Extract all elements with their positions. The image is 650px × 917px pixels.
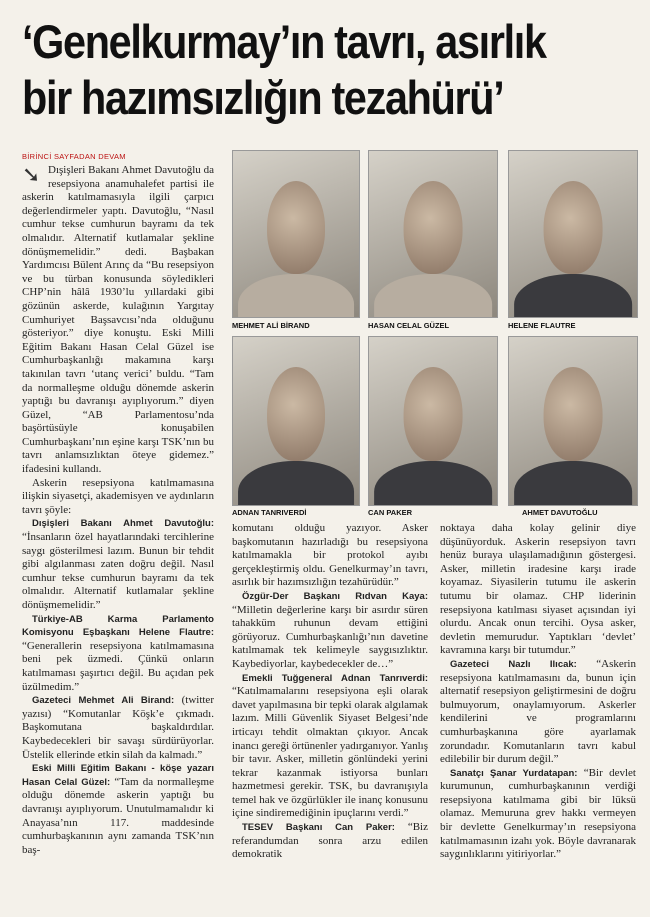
photo-adnan-tanriverdi — [232, 336, 360, 506]
paragraph: Gazeteci Nazlı Ilıcak: “Askerin resepsiyona katılmamasını da, bunun için alternatif resepsiyon geliştirmesini de doğru bulmuyorum, onaylamıyorum. Askerler kendilerini ve programlarını cumhurbaşkanına göre ayarlamak zorundadır. Komutanların tavrı kabul edilebilir bir durum değil.” — [440, 657, 636, 766]
paragraph: Askerin resepsiyona katılmamasına ilişkin siyasetçi, akademisyen ve aydınların tavrı şöyle: — [22, 476, 214, 516]
headline-line-1: ‘Genelkurmay’ın tavrı, asırlık — [22, 15, 546, 68]
paragraph: Özgür-Der Başkanı Rıdvan Kaya: “Milletin değerlerine karşı bir asırdır süren tahakküm ruhunun devam ettiğini görüyoruz. Cumhurbaşkanlığı’nın davetine katılmamak tek kelimeyle saygısızlıktır. Kaybediyorlar, kaybedecekler de…” — [232, 590, 428, 670]
photo-can-paker — [368, 336, 498, 506]
headline — [22, 14, 559, 126]
photo-hasan-celal-guzel — [368, 150, 498, 318]
paragraph: Gazeteci Mehmet Ali Birand: (twitter yazısı) “Komutanlar Köşk’e çıkmadı. Başkomutana başkaldırdılar. Kaybedecekleri bir savaşı sürdürüyorlar. Üstelik ellerinde etkin silah da kalmadı.” — [22, 694, 214, 761]
section-label: BİRİNCİ SAYFADAN DEVAM — [22, 152, 126, 161]
paragraph: komutanı olduğu yazıyor. Asker başkomutanın hazırladığı bu resepsiyona katılmamakla bir protokol ayıbı gerçekleştirmiş oldu. Genelkurmay’ın tavrı, asırlık bir hazımsızlığın tezahürüdür.” — [232, 522, 428, 589]
photo-caption: ADNAN TANRIVERDİ — [232, 508, 307, 517]
paragraph: Dışişleri Bakanı Ahmet Davutoğlu: “İnsanların özel hayatlarındaki tercihlerine saygı gösterilmesi lazım. Bunun bir tehdit gibi algılanması zaten doğru değil. Nasıl cumhur tekse cumhurun bayramı da tek olmalıdır. Alternatif kutlamalar şekline dönüşmemelidir.” — [22, 518, 214, 611]
paragraph: noktaya daha kolay gelinir diye düşünüyorduk. Askerin resepsiyon tavrı henüz buraya ulaşılamadığının göstergesi. Asker, milletin iradesine karşı irade koyamaz. Siyasilerin tutumu ile askerin tutumu bir olamaz. CHP liderinin resepsiyona katılması siyaset açısından iyi olurdu. Ancak onun tercihi. Oysa asker, devletin memurudur. Yaptıkları ‘devlet’ kavramına karşı bir tutumdur.” — [440, 522, 636, 657]
photo-caption: MEHMET ALİ BİRAND — [232, 321, 310, 330]
paragraph: Emekli Tuğgeneral Adnan Tanrıverdi: “Katılmamalarını resepsiyona eşli olarak davet yapılmasına bir tepki olarak algılamak lazım. Milli Güvenlik Siyaset Belgesi’nde irticayı tehdit olmaktan çıkıyor. Ancak inancı gereği örtünenler yadırganıyor. Yanlış bir tavır. Asker, milletin gönlündeki yerini tekrar kazanmak istiyorsa bunları hazmetmesi gerekir. TSK, bu davranışıyla temel hak ve özgürlükler ile inanç konusunu içine sindiremediğinin ipuçlarını verdi.” — [232, 672, 428, 820]
arrow-icon: ➘ — [22, 163, 41, 188]
paragraph: Türkiye-AB Karma Parlamento Komisyonu Eşbaşkanı Helene Flautre: “Generallerin resepsiyona katılmamasına beni pek üzmedi. Çünkü onların katılmaması şaşırtıcı değil. Bu açıdan pek üzülmedim.” — [22, 613, 214, 693]
headline-line-2: bir hazımsızlığın tezahürü’ — [22, 71, 504, 124]
article-column-1 — [22, 164, 214, 857]
photo-ahmet-davutoglu — [508, 336, 638, 506]
photo-caption: AHMET DAVUTOĞLU — [522, 508, 598, 517]
photo-caption: CAN PAKER — [368, 508, 413, 517]
paragraph: ➘ Dışişleri Bakanı Ahmet Davutoğlu da resepsiyona anamuhalefet partisi ile askerin katılmamasıyla ilgili çarpıcı değerlendirmeler yaptı. Davutoğlu, “Nasıl cumhur tekse cumhurun bayramı da tek olmalıdır. Alternatif kutlamalar şekline dönüşmemelidir.” dedi. Başbakan Yardımcısı Bülent Arınç da “Bu resepsiyon ve bu türban konusunda söyledikleri CHP’nin hâlâ 1930’lu yıllardaki gibi gözünün askerde, kulağının Yargıtay Cumhuriyet Başsavcısı’nda olduğunu gösteriyor.” diye konuştu. Eski Milli Eğitim Bakanı Hasan Celal Güzel ise Cumhurbaşkanlığı makamına karşı takınılan tavrı ‘utanç verici’ buldu. “Tam da normalleşme olduğu dönemde askerin yaptığı bu davranışı ayıplıyorum.” diyen Güzel, “AB Parlamentosu’nda başörtüsüyle konuşabilen Cumhurbaşkanı’nın eşine karşı TSK’nın bu tavrı anlamsızlıktan öteye gidemez.” ifadesini kullandı. — [22, 163, 214, 476]
photo-caption: HASAN CELAL GÜZEL — [368, 321, 450, 330]
photo-mehmet-ali-birand — [232, 150, 360, 318]
paragraph: TESEV Başkanı Can Paker: “Biz referandumdan sonra arzu edilen demokratik — [232, 821, 428, 861]
paragraph: Eski Milli Eğitim Bakanı - köşe yazarı Hasan Celal Güzel: “Tam da normalleşme olduğu dönemde askerin yaptığı bu davranışı ayıplıyorum. Unutulmamalıdır ki Anayasa’nın 117. maddesinde cumhurbaşkanının aynı zamanda TSK’nın baş- — [22, 763, 214, 856]
photo-caption: HELENE FLAUTRE — [508, 321, 576, 330]
article-column-2 — [232, 522, 428, 862]
paragraph: Sanatçı Şanar Yurdatapan: “Bir devlet kurumunun, cumhurbaşkanının verdiği resepsiyona katılmama gibi bir lüksü olamaz. Memuruna grev hakkı vermeyen bir devlette Genelkurmay’ın resepsiyona katılmamasının izahı yok. Böyle davranarak saygınlıklarını yitiriyorlar.” — [440, 766, 636, 861]
article-column-3 — [440, 522, 636, 862]
photo-helene-flautre — [508, 150, 638, 318]
